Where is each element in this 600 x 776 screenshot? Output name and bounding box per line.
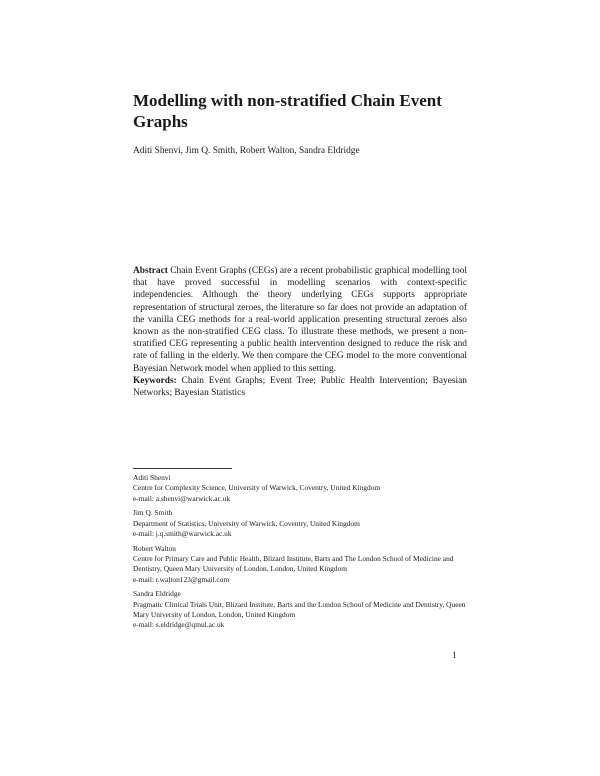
abstract-text: Chain Event Graphs (CEGs) are a recent probabilistic graphical modelling tool that have proved successful in modelling scenarios with context-specific independencies. Although the theory underlying CEGs supports appropriate representation of structural zeroes, the literature so far does not provide an adaptation of the vanilla CEG methods for a real-world application presenting structural zeroes also known as the non-stratified CEG class. To illustrate these methods, we present a non-stratified CEG representing a public health intervention designed to reduce the risk and rate of falling in the elderly. We then compare the CEG model to the more conventional Bayesian Network model when applied to this setting. (133, 266, 468, 374)
affiliation-name: Jim Q. Smith (133, 508, 173, 518)
keywords-label: Keywords: (133, 375, 177, 386)
affiliation-institution: Department of Statistics, University of Warwick, Coventry, United Kingdom (133, 518, 360, 528)
affiliation-entry (133, 473, 467, 504)
affiliation-entry (133, 544, 467, 585)
affiliation-institution: Centre for Primary Care and Public Health, Blizard Institute, Barts and The London School of Medicine and Dentistry, Queen Mary University of London, London, United Kingdom (133, 554, 454, 574)
affiliation-entry (133, 589, 467, 630)
abstract-label: Abstract (133, 266, 168, 276)
affiliation-email: e-mail: s.eldridge@qmul.ac.uk (133, 620, 225, 630)
affiliations (133, 473, 467, 635)
affiliation-email: e-mail: a.shenvi@warwick.ac.uk (133, 493, 231, 503)
page-number: 1 (452, 651, 457, 661)
affiliation-name: Robert Walton (133, 543, 176, 553)
footnote-rule (133, 468, 232, 469)
affiliation-name: Aditi Shenvi (133, 473, 171, 482)
affiliation-email: e-mail: j.q.smith@warwick.ac.uk (133, 528, 232, 538)
affiliation-email: e-mail: r.walton123@gmail.com (133, 574, 230, 584)
paper-title: Modelling with non-stratified Chain Event Graphs (133, 91, 442, 131)
abstract (133, 265, 467, 399)
affiliation-name: Sandra Eldridge (133, 589, 181, 599)
keywords-text: Chain Event Graphs; Event Tree; Public Health Intervention; Bayesian Networks; Bayesian Statistics (133, 375, 467, 399)
affiliation-institution: Pragmatic Clinical Trials Unit, Blizard Institute, Barts and the London School of Medicine and Dentistry, Queen Mary University of London, London, United Kingdom (133, 599, 466, 620)
author-list: Aditi Shenvi, Jim Q. Smith, Robert Walton, Sandra Eldridge (133, 146, 360, 156)
affiliation-institution: Centre for Complexity Science, University of Warwick, Coventry, United Kingdom (133, 483, 381, 493)
affiliation-entry (133, 508, 467, 539)
